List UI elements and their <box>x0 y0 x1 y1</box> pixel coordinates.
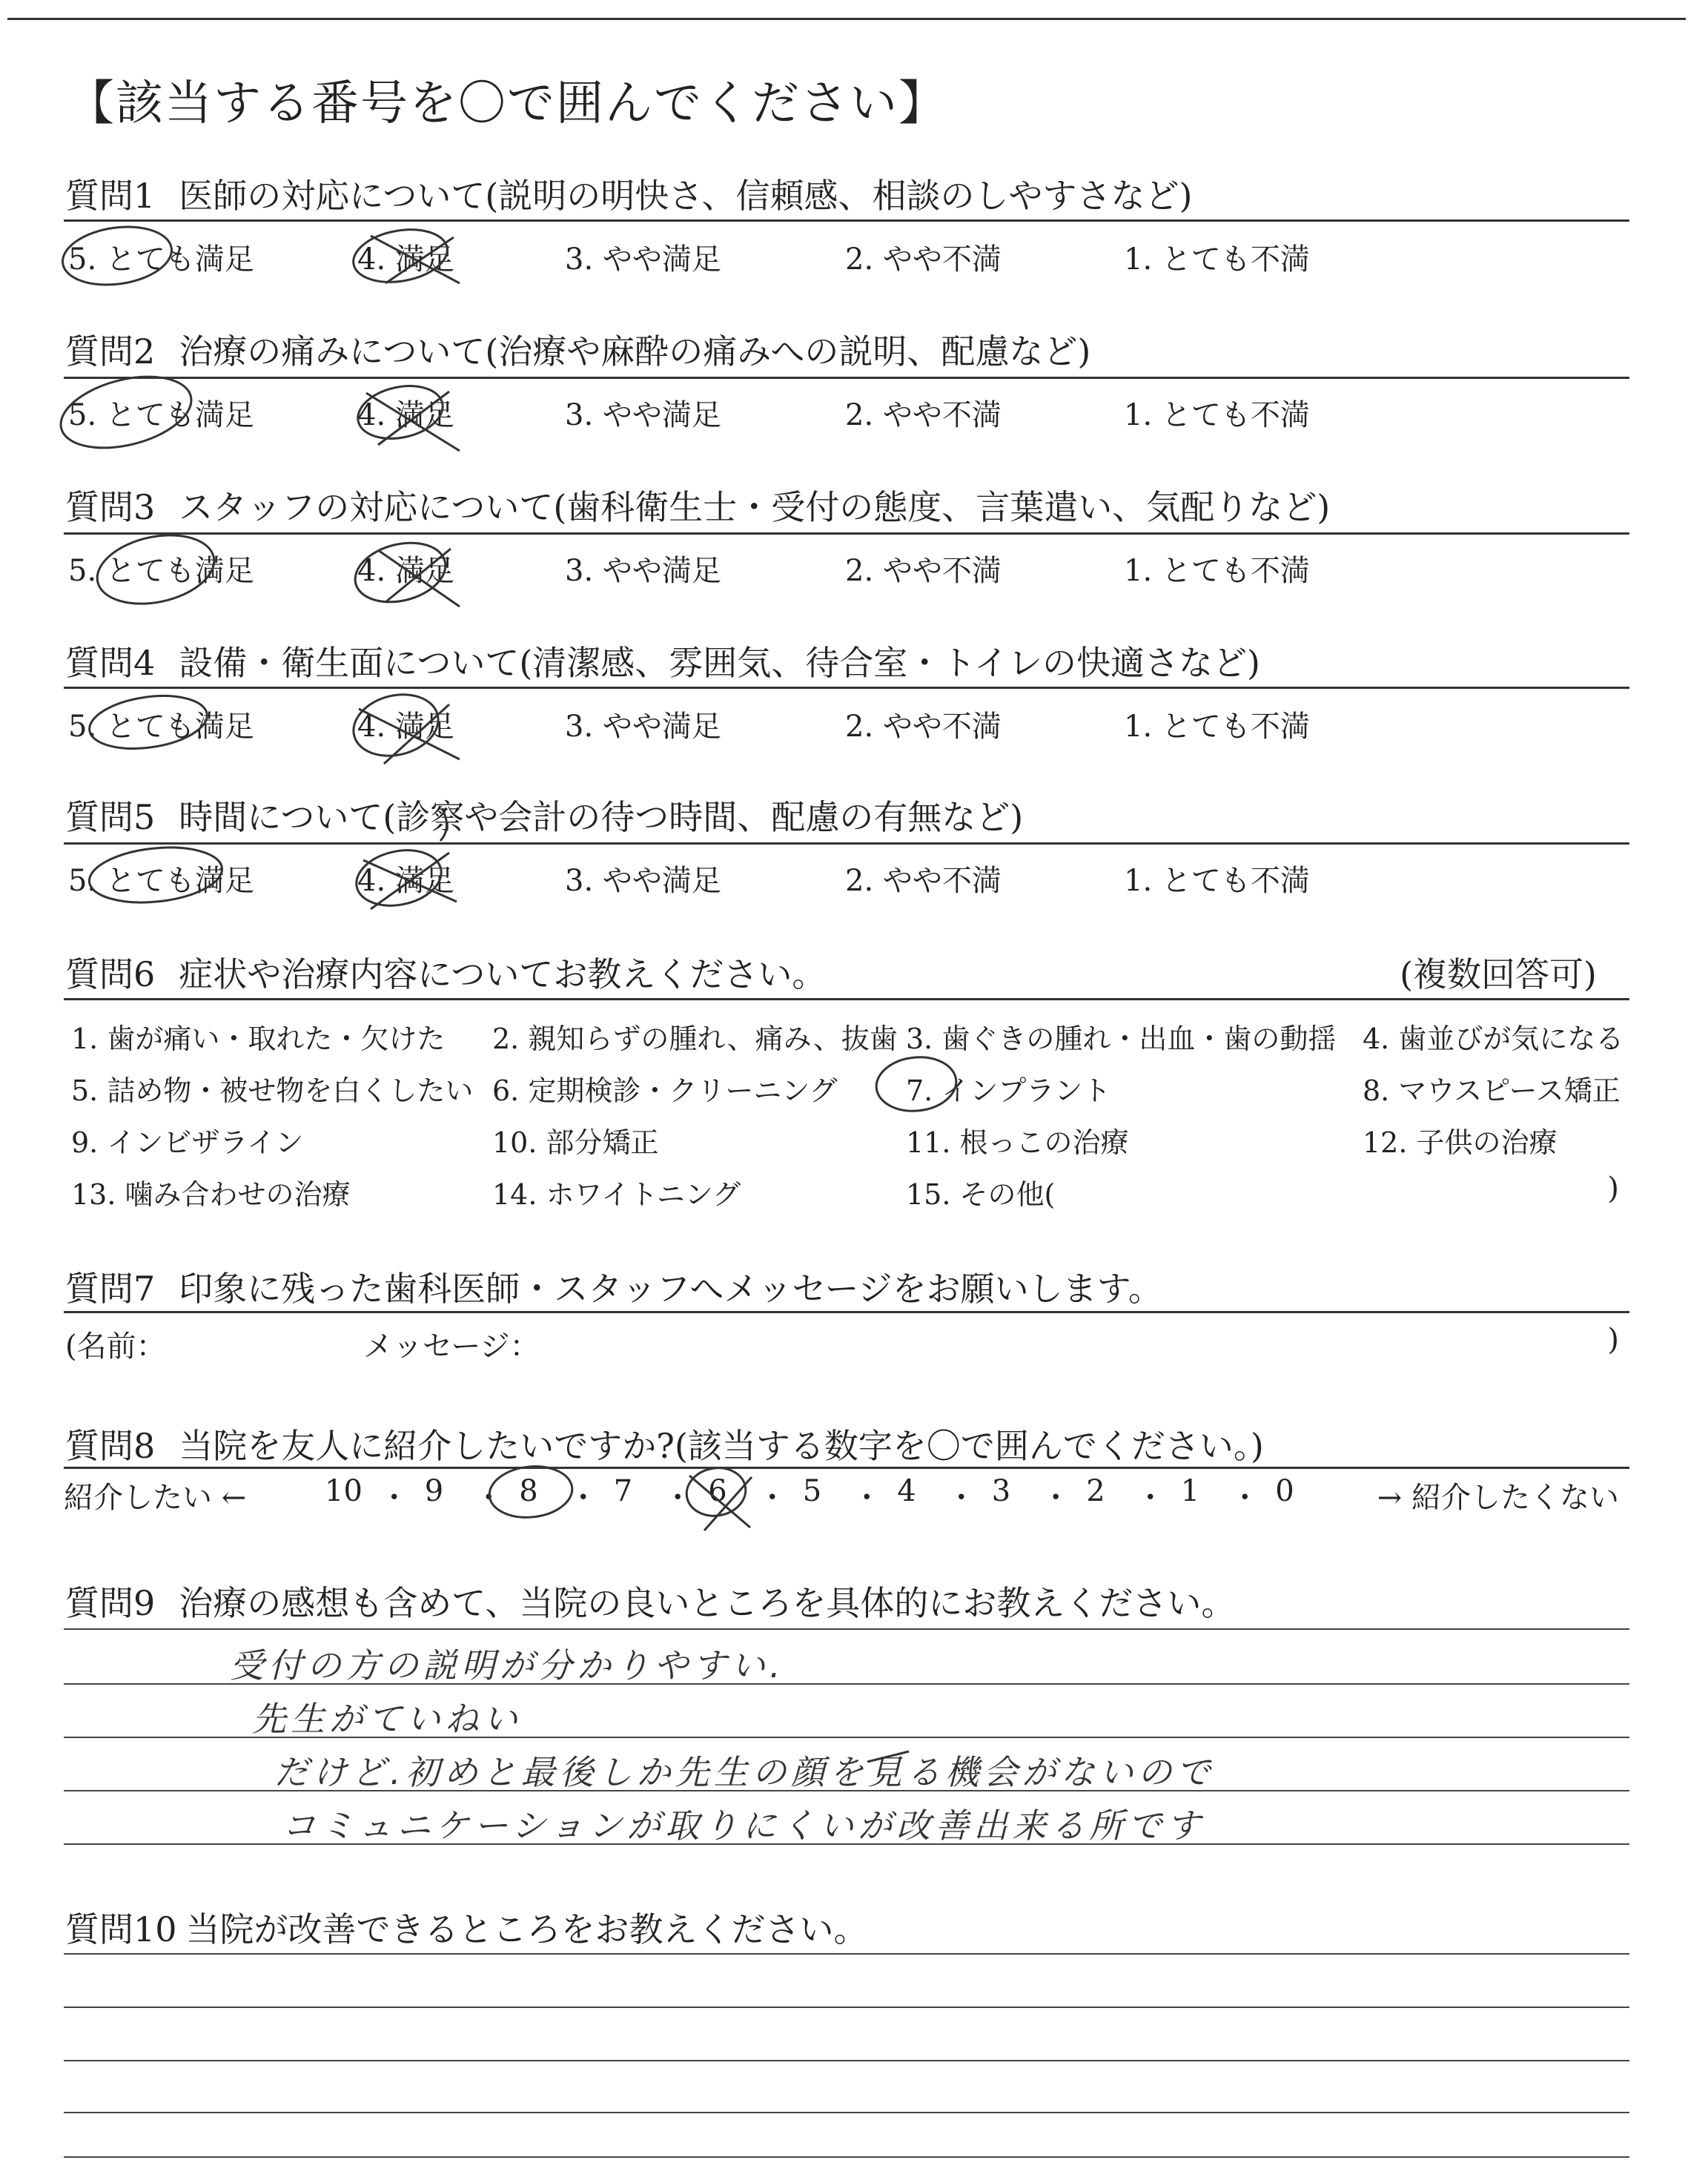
q4-option-4[interactable]: 4. 満足 <box>357 710 454 744</box>
q4-option-2[interactable]: 2. やや不満 <box>845 710 1002 744</box>
divider <box>64 377 1629 379</box>
scale-separator: ・ <box>852 1481 882 1515</box>
scale-value-10[interactable]: 10 <box>325 1474 363 1508</box>
q1-option-1[interactable]: 1. とても不満 <box>1124 242 1310 277</box>
question-text: 医師の対応について(説明の明快さ、信頼感、相談のしやすさなど) <box>179 176 1193 216</box>
answer-line <box>64 2156 1629 2158</box>
question-7-title <box>65 1262 1162 1311</box>
q1-option-3[interactable]: 3. やや満足 <box>565 242 721 277</box>
divider <box>64 1467 1629 1469</box>
scale-value-6[interactable]: 6 <box>708 1474 727 1508</box>
q5-option-5[interactable]: 5. とても満足 <box>68 864 254 898</box>
q3-option-4[interactable]: 4. 満足 <box>357 554 454 588</box>
scale-separator: ・ <box>379 1481 409 1515</box>
question-number: 質問5 <box>65 797 156 837</box>
question-text: 治療の感想も含めて、当院の良いところを具体的にお教えください。 <box>179 1583 1236 1623</box>
page-header: 【該当する番号を〇で囲んでください】 <box>67 76 947 131</box>
answer-line <box>64 1628 1629 1630</box>
scale-value-9[interactable]: 9 <box>424 1474 444 1508</box>
q6-option-11[interactable]: 11. 根っこの治療 <box>906 1126 1129 1159</box>
question-8-title <box>65 1419 1264 1468</box>
question-text: 印象に残った歯科医師・スタッフへメッセージをお願いします。 <box>179 1269 1162 1309</box>
q5-option-2[interactable]: 2. やや不満 <box>845 864 1002 898</box>
name-field-label: (名前： <box>65 1330 166 1364</box>
scale-value-0[interactable]: 0 <box>1275 1474 1294 1508</box>
q2-option-4[interactable]: 4. 満足 <box>357 398 454 432</box>
scale-separator: ・ <box>1230 1481 1260 1515</box>
q6-option-4[interactable]: 4. 歯並びが気になる <box>1363 1023 1624 1055</box>
q5-option-1[interactable]: 1. とても不満 <box>1124 864 1310 898</box>
scale-right-label: → 紹介したくない <box>1377 1481 1619 1515</box>
q6-option-13[interactable]: 13. 噛み合わせの治療 <box>71 1178 351 1211</box>
q4-option-5[interactable]: 5. とても満足 <box>68 710 254 744</box>
question-number: 質問6 <box>65 954 156 994</box>
question-number: 質問2 <box>65 331 156 371</box>
question-number: 質問10 <box>65 1909 177 1949</box>
scale-separator: ・ <box>568 1481 598 1515</box>
q3-option-2[interactable]: 2. やや不満 <box>845 554 1002 588</box>
scale-value-2[interactable]: 2 <box>1086 1474 1105 1508</box>
scale-separator: ・ <box>663 1481 693 1515</box>
q6-option-12[interactable]: 12. 子供の治療 <box>1363 1126 1558 1159</box>
question-number: 質問8 <box>65 1426 156 1466</box>
divider <box>64 842 1629 845</box>
scale-separator: ・ <box>1041 1481 1071 1515</box>
scale-value-8[interactable]: 8 <box>519 1474 538 1508</box>
multiple-answers-note: (複数回答可) <box>1400 954 1597 994</box>
question-number: 質問9 <box>65 1583 156 1623</box>
divider <box>64 687 1629 689</box>
q6-option-9[interactable]: 9. インビザライン <box>71 1126 304 1159</box>
question-number: 質問4 <box>65 643 156 683</box>
scale-separator: ・ <box>474 1481 504 1515</box>
q6-option-14[interactable]: 14. ホワイトニング <box>492 1178 741 1211</box>
scale-separator: ・ <box>946 1481 976 1515</box>
question-5-title <box>65 790 1023 839</box>
q6-option-7[interactable]: 7. インプラント <box>906 1074 1111 1107</box>
q6-option-15[interactable]: 15. その他( <box>906 1178 1056 1211</box>
question-3-title <box>65 480 1330 529</box>
question-4-title <box>65 636 1260 685</box>
handwritten-answer-line-2: 先生がていねい <box>252 1699 522 1739</box>
question-9-title <box>65 1576 1235 1625</box>
divider <box>64 998 1629 1000</box>
scale-value-1[interactable]: 1 <box>1180 1474 1200 1508</box>
divider <box>64 532 1629 535</box>
question-number: 質問3 <box>65 487 156 527</box>
q2-option-1[interactable]: 1. とても不満 <box>1124 398 1310 432</box>
q6-option-10[interactable]: 10. 部分矯正 <box>492 1126 659 1159</box>
q2-option-3[interactable]: 3. やや満足 <box>565 398 721 432</box>
scale-left-label: 紹介したい ← <box>64 1481 247 1515</box>
question-text: 治療の痛みについて(治療や麻酔の痛みへの説明、配慮など) <box>179 331 1091 371</box>
question-1-title <box>65 169 1192 218</box>
scale-value-7[interactable]: 7 <box>613 1474 633 1508</box>
q1-option-2[interactable]: 2. やや不満 <box>845 242 1002 277</box>
q3-option-5[interactable]: 5. とても満足 <box>68 554 254 588</box>
q6-option-3[interactable]: 3. 歯ぐきの腫れ・出血・歯の動揺 <box>906 1023 1337 1055</box>
scale-value-5[interactable]: 5 <box>802 1474 822 1508</box>
question-text: 時間について(診察や会計の待つ時間、配慮の有無など) <box>179 797 1024 837</box>
answer-line <box>64 2060 1629 2061</box>
question-text: 症状や治療内容についてお教えください。 <box>179 954 827 994</box>
handwritten-answer-line-4: コミュニケーションが取りにくいが改善出来る所です <box>282 1806 1205 1846</box>
question-text: スタッフの対応について(歯科衛生士・受付の態度、言葉遣い、気配りなど) <box>179 487 1331 527</box>
scale-value-4[interactable]: 4 <box>897 1474 916 1508</box>
q6-option-1[interactable]: 1. 歯が痛い・取れた・欠けた <box>71 1023 446 1055</box>
divider <box>64 219 1629 222</box>
answer-line <box>64 2007 1629 2008</box>
question-2-title <box>65 325 1090 374</box>
q5-option-3[interactable]: 3. やや満足 <box>565 864 721 898</box>
q4-option-1[interactable]: 1. とても不満 <box>1124 710 1310 744</box>
q6-option-15-close: ) <box>1607 1172 1619 1206</box>
question-10-title <box>65 1903 868 1952</box>
q6-option-5[interactable]: 5. 詰め物・被せ物を白くしたい <box>71 1074 474 1107</box>
q1-option-4[interactable]: 4. 満足 <box>357 242 454 277</box>
answer-line <box>64 1953 1629 1955</box>
handwritten-answer-line-1: 受付の方の説明が分かりやすい. <box>230 1645 785 1685</box>
question-6-title <box>65 948 826 997</box>
divider <box>64 1311 1629 1313</box>
question-text: 当院が改善できるところをお教えください。 <box>185 1909 868 1949</box>
message-close-paren: ) <box>1607 1323 1619 1357</box>
q1-option-5[interactable]: 5. とても満足 <box>68 242 254 277</box>
question-text: 設備・衛生面について(清潔感、雰囲気、待合室・トイレの快適さなど) <box>179 643 1260 683</box>
q3-option-3[interactable]: 3. やや満足 <box>565 554 721 588</box>
q6-option-2[interactable]: 2. 親知らずの腫れ、痛み、抜歯 <box>492 1023 898 1055</box>
q5-option-4[interactable]: 4. 満足 <box>357 864 454 898</box>
question-number: 質問1 <box>65 176 156 216</box>
q2-option-5[interactable]: 5. とても満足 <box>68 398 254 432</box>
q3-option-1[interactable]: 1. とても不満 <box>1124 554 1310 588</box>
scale-separator: ・ <box>1135 1481 1165 1515</box>
q4-option-3[interactable]: 3. やや満足 <box>565 710 721 744</box>
scale-separator: ・ <box>757 1481 787 1515</box>
q6-option-6[interactable]: 6. 定期検診・クリーニング <box>492 1074 838 1107</box>
q6-option-8[interactable]: 8. マウスピース矯正 <box>1363 1074 1621 1107</box>
handwritten-answer-line-3: だけど.初めと最後しか先生の顔を見る機会がないので <box>274 1752 1215 1792</box>
scale-value-3[interactable]: 3 <box>991 1474 1011 1508</box>
q2-option-2[interactable]: 2. やや不満 <box>845 398 1002 432</box>
question-text: 当院を友人に紹介したいですか?(該当する数字を〇で囲んでください。) <box>179 1426 1264 1466</box>
question-number: 質問7 <box>65 1269 156 1309</box>
top-border <box>7 18 1686 20</box>
answer-line <box>64 2112 1629 2113</box>
message-field-label: メッセージ： <box>363 1330 540 1364</box>
